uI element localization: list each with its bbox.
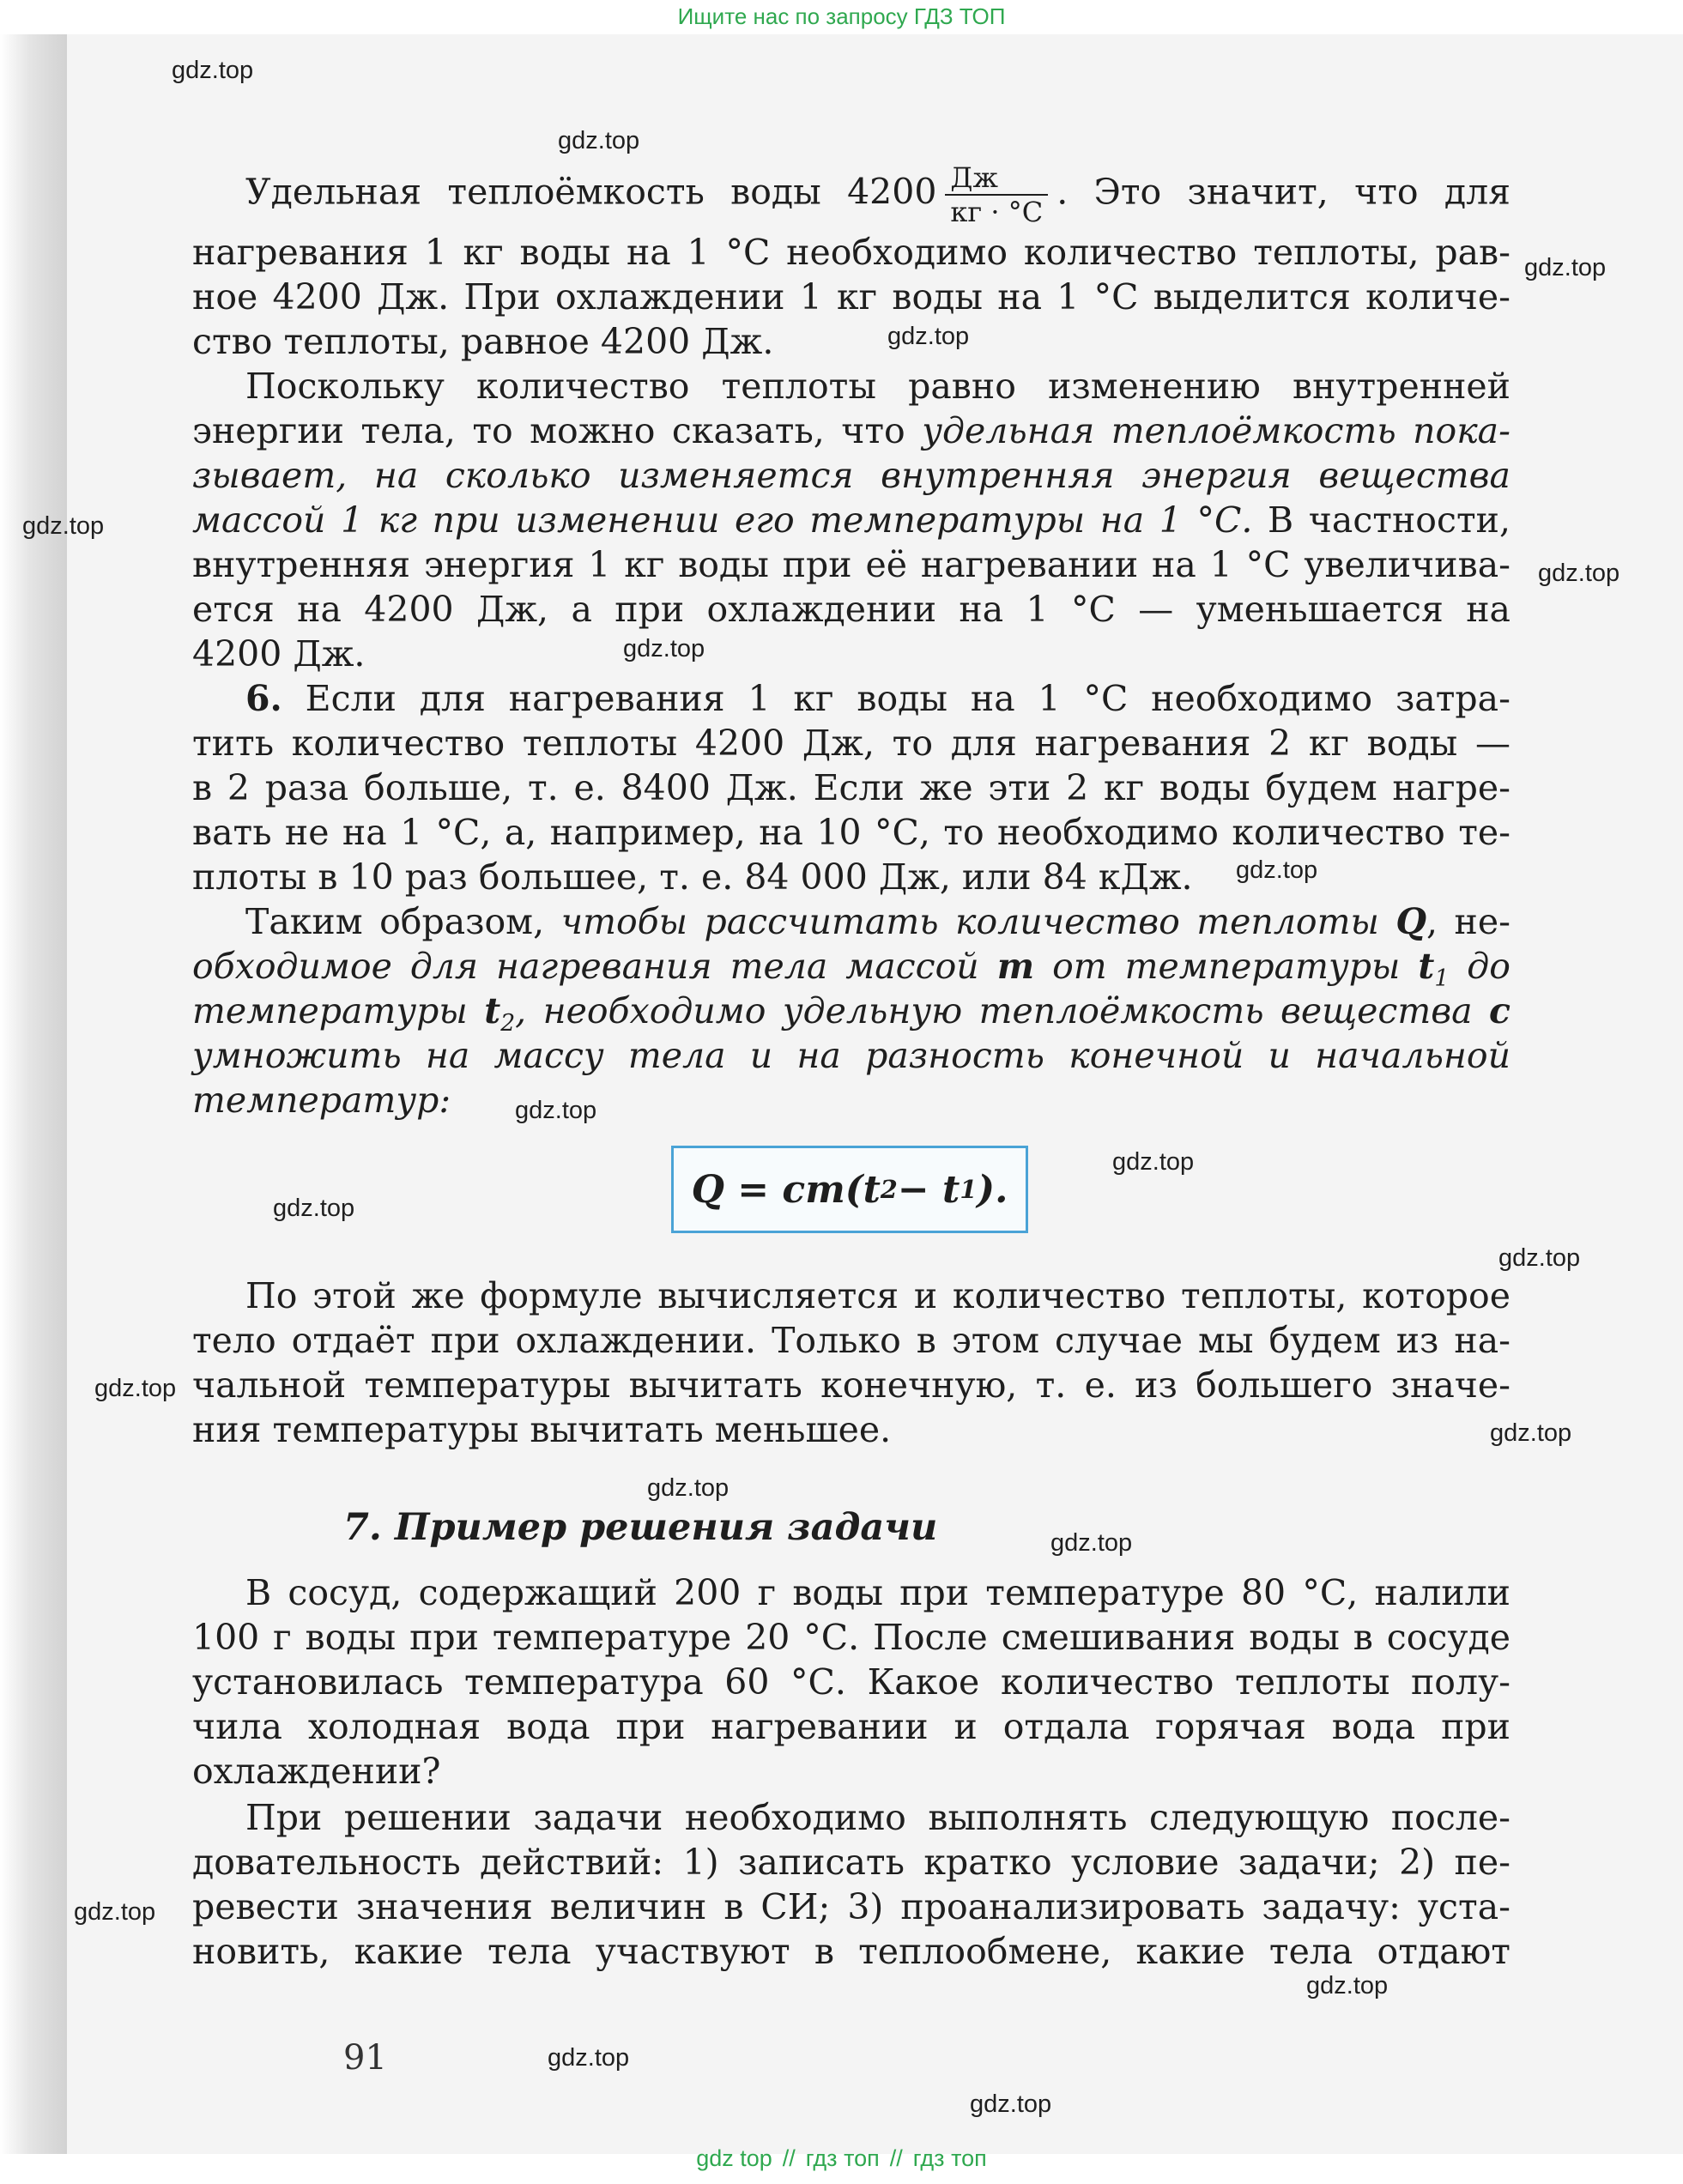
p2-line-4: массой 1 кг при изменении его температуры на 1 °С. В частности,	[192, 499, 1510, 541]
p4-line-3: температуры $t_2$, необходимо удельную теплоёмкость вещества c	[192, 990, 1510, 1038]
p4-line-4: умножить на массу тела и на разность конечной и начальной	[192, 1035, 1510, 1076]
watermark[interactable]: gdz.top	[273, 1195, 355, 1222]
footer-link-gdz-top[interactable]: gdz top	[696, 2145, 772, 2171]
watermark[interactable]: gdz.top	[548, 2044, 630, 2072]
watermark[interactable]: gdz.top	[1236, 856, 1318, 884]
page-number: 91	[343, 2038, 387, 2078]
watermark[interactable]: gdz.top	[74, 1898, 156, 1926]
p1-line-1: Удельная теплоёмкость воды 4200 $\frac{Дж}{кг \cdot ^\circ С}$ . Это значит, что для	[245, 161, 1511, 228]
p2-line-1: Поскольку количество теплоты равно изменению внутренней	[245, 366, 1510, 407]
watermark[interactable]: gdz.top	[970, 2090, 1052, 2118]
footer-separator: //	[782, 2145, 796, 2171]
watermark[interactable]: gdz.top	[94, 1375, 177, 1402]
watermark[interactable]: gdz.top	[515, 1097, 597, 1124]
watermark[interactable]: gdz.top	[647, 1474, 730, 1502]
watermark[interactable]: gdz.top	[22, 512, 105, 540]
section-number: 6.	[245, 678, 282, 719]
watermark[interactable]: gdz.top	[887, 323, 970, 350]
p1-line-4: ство теплоты, равное 4200 Дж.	[192, 321, 774, 362]
watermark[interactable]: gdz.top	[1306, 1972, 1389, 1999]
watermark[interactable]: gdz.top	[1524, 254, 1607, 281]
p1-line-2: нагревания 1 кг воды на 1 °С необходимо количество теплоты, рав-	[192, 232, 1510, 273]
p2-line-5: внутренняя энергия 1 кг воды при её нагревании на 1 °С увеличива-	[192, 544, 1510, 585]
heat-formula-box: Q = cm(t 2 − t 1 ).	[671, 1146, 1028, 1233]
p1-line-3: ное 4200 Дж. При охлаждении 1 кг воды на 1 °С выделится количе-	[192, 276, 1510, 318]
p7-line-1: При решении задачи необходимо выполнять следующую после-	[245, 1797, 1510, 1838]
p5-line-4: ния температуры вычитать меньшее.	[192, 1409, 892, 1450]
watermark[interactable]: gdz.top	[1112, 1148, 1195, 1176]
footer-link-gdz-top-ru[interactable]: гдз топ	[805, 2145, 880, 2171]
p6-line-3: установилась температура 60 °С. Какое количество теплоты полу-	[192, 1661, 1510, 1703]
watermark[interactable]: gdz.top	[558, 127, 640, 154]
p7-line-4: новить, какие тела участвуют в теплообмене, какие тела отдают	[192, 1931, 1510, 1972]
watermark[interactable]: gdz.top	[1490, 1419, 1572, 1447]
p7-line-2: довательность действий: 1) записать кратко условие задачи; 2) пе-	[192, 1842, 1510, 1883]
p2-line-7: 4200 Дж.	[192, 633, 366, 675]
p3-line-5: плоты в 10 раз большее, т. е. 84 000 Дж, или 84 кДж.	[192, 856, 1193, 898]
footer-banner	[0, 2145, 1683, 2172]
p6-line-1: В сосуд, содержащий 200 г воды при температуре 80 °С, налили	[245, 1572, 1510, 1613]
p3-line-3: в 2 раза больше, т. е. 8400 Дж. Если же эти 2 кг воды будем нагре-	[192, 767, 1510, 808]
p5-line-3: чальной температуры вычитать конечную, т. е. из большего значе-	[192, 1364, 1510, 1406]
p5-line-1: По этой же формуле вычисляется и количество теплоты, которое	[245, 1275, 1510, 1316]
watermark[interactable]: gdz.top	[1498, 1244, 1581, 1272]
footer-separator: //	[889, 2145, 903, 2171]
p2-line-3: зывает, на сколько изменяется внутренняя энергия вещества	[192, 455, 1510, 496]
watermark[interactable]: gdz.top	[1538, 560, 1620, 587]
section-heading: 7. Пример решения задачи	[343, 1506, 938, 1549]
p2-line-2: энергии тела, то можно сказать, что удельная теплоёмкость пока-	[192, 410, 1510, 451]
p3-line-1: 6. Если для нагревания 1 кг воды на 1 °С необходимо затра-	[245, 678, 1510, 719]
p4-line-5: температур:	[192, 1080, 451, 1121]
p4-line-1: Таким образом, чтобы рассчитать количество теплоты Q, не-	[245, 901, 1510, 942]
p6-line-4: чила холодная вода при нагревании и отдала горячая вода при	[192, 1706, 1510, 1747]
watermark[interactable]: gdz.top	[623, 635, 705, 662]
p3-line-2: тить количество теплоты 4200 Дж, то для нагревания 2 кг воды —	[192, 723, 1510, 764]
p6-line-2: 100 г воды при температуре 20 °С. После смешивания воды в сосуде	[192, 1617, 1510, 1658]
top-banner[interactable]: Ищите нас по запросу ГДЗ ТОП	[677, 3, 1006, 29]
watermark[interactable]: gdz.top	[1050, 1529, 1133, 1557]
p3-line-4: вать не на 1 °С, а, например, на 10 °С, то необходимо количество те-	[192, 812, 1510, 853]
page-edge-shadow	[0, 34, 67, 2154]
watermark[interactable]: gdz.top	[172, 57, 254, 84]
footer-link-gdz-top-ru-2[interactable]: гдз топ	[912, 2145, 987, 2171]
unit-fraction: $\frac{Дж}{кг \cdot ^\circ С}$	[945, 161, 1048, 228]
p5-line-2: тело отдаёт при охлаждении. Только в этом случае мы будем из на-	[192, 1320, 1510, 1361]
p2-line-6: ется на 4200 Дж, а при охлаждении на 1 °С — уменьшается на	[192, 589, 1510, 630]
p7-line-3: ревести значения величин в СИ; 3) проанализировать задачу: уста-	[192, 1886, 1510, 1927]
p4-line-2: обходимое для нагревания тела массой m от температуры $t_1$ до	[192, 946, 1510, 993]
p6-line-5: охлаждении?	[192, 1751, 441, 1792]
